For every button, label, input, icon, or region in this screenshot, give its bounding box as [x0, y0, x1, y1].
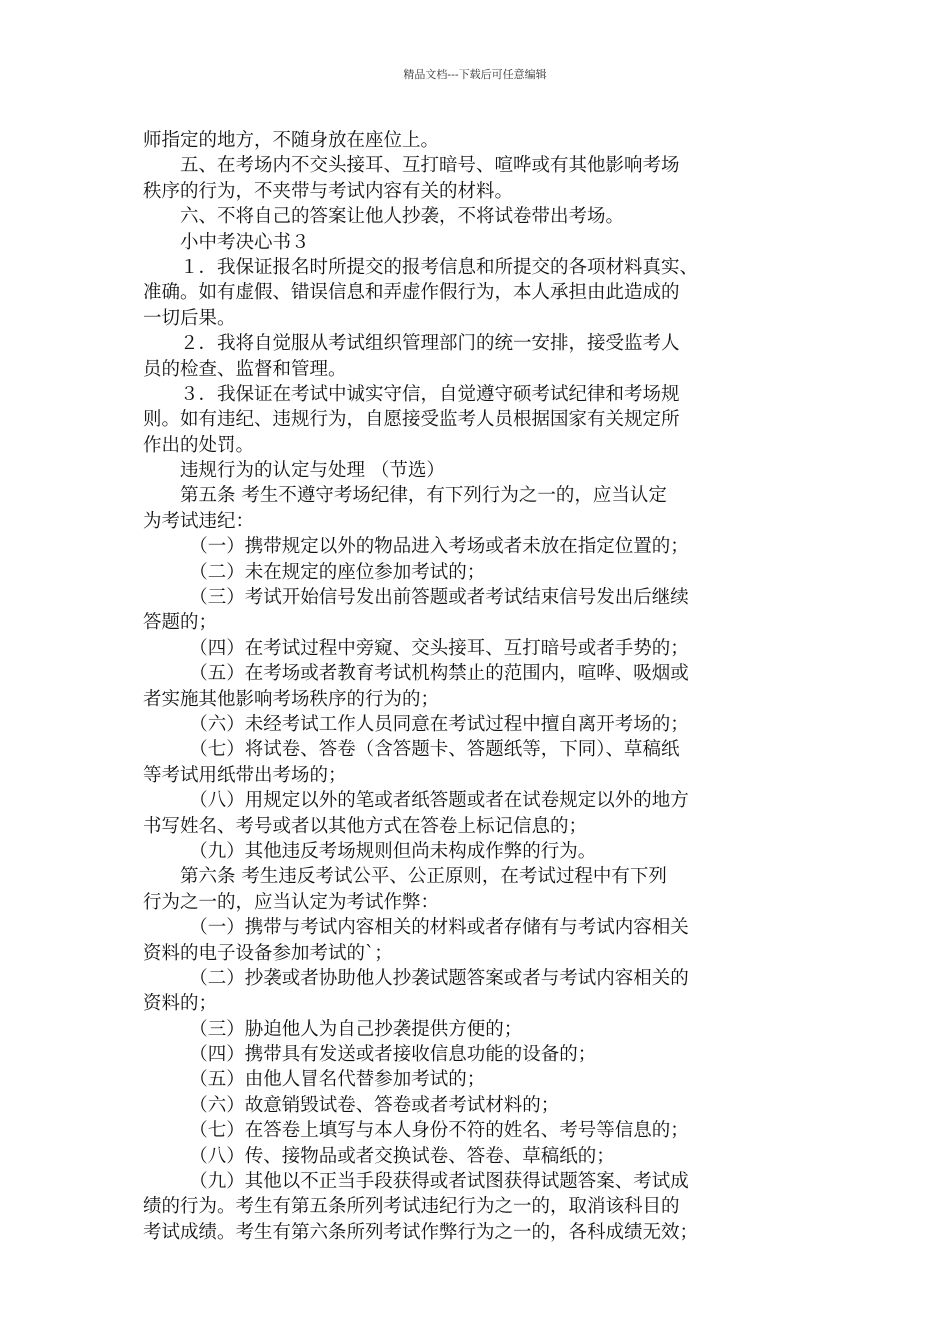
text-line: （五）由他人冒名代替参加考试的； [143, 1069, 486, 1091]
text-line: （八）传、接物品或者交换试卷、答卷、草稿纸的； [143, 1145, 615, 1167]
text-line: 为考试违纪： [143, 510, 255, 532]
text-line: （三）胁迫他人为自己抄袭提供方便的； [143, 1018, 523, 1040]
text-line: （九）其他以不正当手段获得或者试图获得试题答案、考试成 [143, 1171, 689, 1193]
text-line: （五）在考场或者教育考试机构禁止的范围内，喧哗、吸烟或 [143, 663, 689, 685]
text-line: 第六条 考生违反考试公平、公正原则，在考试过程中有下列 [143, 866, 667, 888]
text-line: （九）其他违反考场规则但尚未构成作弊的行为。 [143, 840, 597, 862]
text-line: 五、在考场内不交头接耳、互打暗号、喧哗或有其他影响考场 [143, 155, 680, 177]
text-line: 六、不将自己的答案让他人抄袭，不将试卷带出考场。 [143, 206, 625, 228]
page-header: 精品文档---下载后可任意编辑 [403, 68, 547, 81]
text-line: （八）用规定以外的笔或者纸答题或者在试卷规定以外的地方 [143, 790, 689, 812]
text-line: 者实施其他影响考场秩序的行为的； [143, 688, 440, 710]
text-line: （二）未在规定的座位参加考试的； [143, 561, 486, 583]
text-line: （七）将试卷、答卷（含答题卡、答题纸等，下同）、草稿纸 [143, 739, 680, 761]
document-body [143, 128, 815, 1245]
text-line: 小中考决心书３ [143, 231, 310, 253]
text-line: 一切后果。 [143, 307, 236, 329]
text-line: 书写姓名、考号或者以其他方式在答卷上标记信息的； [143, 815, 588, 837]
text-line: （七）在答卷上填写与本人身份不符的姓名、考号等信息的； [143, 1120, 689, 1142]
text-line: 资料的电子设备参加考试的`； [143, 942, 393, 964]
text-line: （六）故意销毁试卷、答卷或者考试材料的； [143, 1094, 560, 1116]
text-line: （六）未经考试工作人员同意在考试过程中擅自离开考场的； [143, 713, 689, 735]
text-line: （一）携带规定以外的物品进入考场或者未放在指定位置的； [143, 536, 689, 558]
text-line: ２．我将自觉服从考试组织管理部门的统一安排，接受监考人 [143, 333, 680, 355]
text-line: 作出的处罚。 [143, 434, 255, 456]
text-line: 行为之一的，应当认定为考试作弊： [143, 891, 440, 913]
text-line: 考试成绩。考生有第六条所列考试作弊行为之一的，各科成绩无效； [143, 1221, 699, 1243]
text-line: 第五条 考生不遵守考场纪律，有下列行为之一的，应当认定 [143, 485, 667, 507]
text-line: 资料的； [143, 993, 218, 1015]
text-line: （一）携带与考试内容相关的材料或者存储有与考试内容相关 [143, 917, 689, 939]
text-line: （三）考试开始信号发出前答题或者考试结束信号发出后继续 [143, 587, 689, 609]
text-line: 等考试用纸带出考场的； [143, 764, 347, 786]
text-line: （二）抄袭或者协助他人抄袭试题答案或者与考试内容相关的 [143, 967, 689, 989]
text-line: 准确。如有虚假、错误信息和弄虚作假行为，本人承担由此造成的 [143, 282, 680, 304]
text-line: 员的检查、监督和管理。 [143, 358, 347, 380]
text-line: 师指定的地方，不随身放在座位上。 [143, 130, 440, 151]
text-line: １．我保证报名时所提交的报考信息和所提交的各项材料真实、 [143, 256, 699, 278]
text-line: （四）在考试过程中旁窥、交头接耳、互打暗号或者手势的； [143, 637, 689, 659]
text-line: 绩的行为。考生有第五条所列考试违纪行为之一的，取消该科目的 [143, 1196, 680, 1218]
text-line: （四）携带具有发送或者接收信息功能的设备的； [143, 1044, 597, 1066]
text-line: ３．我保证在考试中诚实守信，自觉遵守硕考试纪律和考场规 [143, 383, 680, 405]
text-line: 则。如有违纪、违规行为，自愿接受监考人员根据国家有关规定所 [143, 409, 680, 431]
text-line: 违规行为的认定与处理 （节选） [143, 460, 445, 482]
text-line: 秩序的行为，不夹带与考试内容有关的材料。 [143, 180, 514, 202]
text-line: 答题的； [143, 612, 218, 634]
